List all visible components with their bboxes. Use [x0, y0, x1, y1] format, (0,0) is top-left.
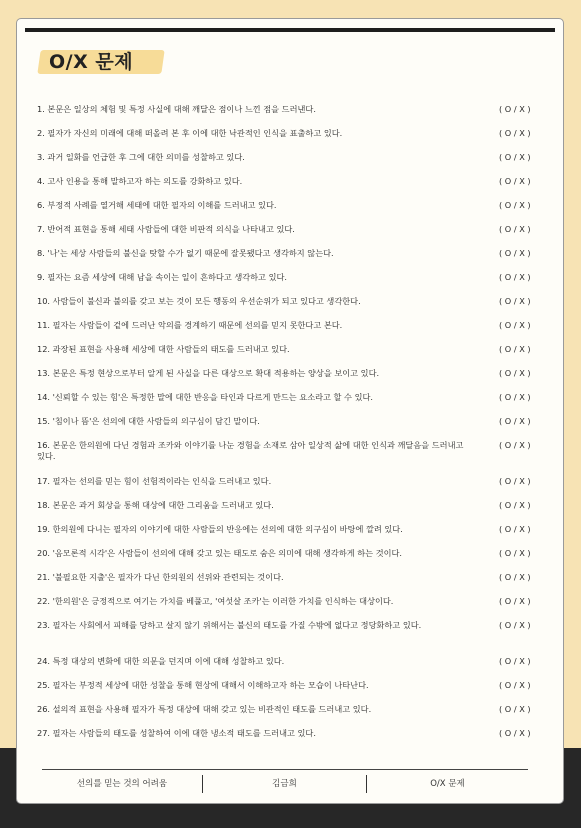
ox-answer-choice[interactable]: ( O / X ) — [499, 728, 531, 738]
question-text: 16. 본문은 한의원에 다닌 경험과 조카와 이야기를 나눈 경험을 소재로 삼아 일상적 삶에 대한 인식과 깨달음을 드러내고 있다. — [37, 440, 464, 461]
footer-work-title: 선의를 믿는 것의 어려움 — [76, 779, 168, 789]
question-item — [37, 620, 537, 656]
ox-answer-choice[interactable]: ( O / X ) — [499, 200, 531, 210]
question-item — [37, 524, 537, 548]
question-text: 12. 과장된 표현을 사용해 세상에 대한 사람들의 태도를 드러내고 있다. — [37, 344, 290, 354]
ox-answer-choice[interactable]: ( O / X ) — [499, 596, 531, 606]
question-text: 1. 본문은 일상의 체험 및 특정 사실에 대해 깨달은 점이나 느낀 점을 드러낸다. — [37, 104, 316, 114]
ox-answer-choice[interactable]: ( O / X ) — [499, 272, 531, 282]
question-text: 18. 본문은 과거 회상을 통해 대상에 대한 그리움을 드러내고 있다. — [37, 500, 274, 510]
question-text: 22. '한의원'은 긍정적으로 여기는 가치를 베풀고, '여섯살 조카'는 이러한 가치를 인식하는 대상이다. — [37, 596, 394, 606]
footer — [42, 773, 528, 795]
question-list — [37, 104, 537, 752]
ox-answer-choice[interactable]: ( O / X ) — [499, 368, 531, 378]
ox-answer-choice[interactable]: ( O / X ) — [499, 104, 531, 114]
question-item — [37, 224, 537, 248]
ox-answer-choice[interactable]: ( O / X ) — [499, 320, 531, 330]
question-text: 15. '침이나 뜸'은 선의에 대한 사람들의 의구심이 담긴 말이다. — [37, 416, 260, 426]
question-item — [37, 392, 537, 416]
ox-answer-choice[interactable]: ( O / X ) — [499, 440, 531, 450]
question-text: 20. '음모론적 시각'은 사람들이 선의에 대해 갖고 있는 태도로 숨은 의미에 대해 생각하게 하는 것이다. — [37, 548, 403, 558]
ox-answer-choice[interactable]: ( O / X ) — [499, 344, 531, 354]
question-text: 11. 필자는 사람들이 겉에 드러난 악의를 경계하기 때문에 선의를 믿지 못한다고 본다. — [37, 320, 343, 330]
question-text: 6. 부정적 사례를 열거해 세태에 대한 필자의 이해를 드러내고 있다. — [37, 200, 277, 210]
ox-answer-choice[interactable]: ( O / X ) — [499, 128, 531, 138]
page-title: O/X 문제 — [49, 51, 134, 73]
top-rule — [25, 28, 555, 32]
ox-answer-choice[interactable]: ( O / X ) — [499, 500, 531, 510]
ox-answer-choice[interactable]: ( O / X ) — [499, 548, 531, 558]
question-item — [37, 596, 537, 620]
question-item — [37, 104, 537, 128]
ox-answer-choice[interactable]: ( O / X ) — [499, 476, 531, 486]
ox-answer-choice[interactable]: ( O / X ) — [499, 176, 531, 186]
ox-answer-choice[interactable]: ( O / X ) — [499, 704, 531, 714]
footer-author: 김금희 — [272, 779, 297, 789]
footer-rule — [42, 769, 528, 770]
question-item — [37, 476, 537, 500]
ox-answer-choice[interactable]: ( O / X ) — [499, 152, 531, 162]
question-item — [37, 344, 537, 368]
question-item — [37, 728, 537, 752]
ox-answer-choice[interactable]: ( O / X ) — [499, 572, 531, 582]
title-block — [39, 44, 167, 78]
question-text: 24. 특정 대상의 변화에 대한 의문을 던지며 이에 대해 성찰하고 있다. — [37, 656, 285, 666]
ox-answer-choice[interactable]: ( O / X ) — [499, 656, 531, 666]
question-text: 4. 고사 인용을 통해 말하고자 하는 의도를 강화하고 있다. — [37, 176, 243, 186]
worksheet-page — [16, 18, 564, 804]
question-item — [37, 500, 537, 524]
question-item — [37, 680, 537, 704]
question-text: 8. '나'는 세상 사람들의 불신을 탓할 수가 없기 때문에 잘못됐다고 생각하지 않는다. — [37, 248, 334, 258]
question-text: 19. 한의원에 다니는 필자의 이야기에 대한 사람들의 반응에는 선의에 대한 의구심이 바탕에 깔려 있다. — [37, 524, 403, 534]
ox-answer-choice[interactable]: ( O / X ) — [499, 524, 531, 534]
question-text: 14. '신뢰할 수 있는 힘'은 특정한 말에 대한 반응을 타인과 다르게 만드는 요소라고 할 수 있다. — [37, 392, 373, 402]
ox-answer-choice[interactable]: ( O / X ) — [499, 620, 531, 630]
ox-answer-choice[interactable]: ( O / X ) — [499, 392, 531, 402]
question-item — [37, 296, 537, 320]
question-text: 10. 사람들이 불신과 불의를 갖고 보는 것이 모든 행동의 우선순위가 되고 있다고 생각한다. — [37, 296, 361, 306]
question-text: 26. 설의적 표현을 사용해 필자가 특정 대상에 대해 갖고 있는 비관적인 태도를 드러내고 있다. — [37, 704, 372, 714]
question-text: 3. 과거 일화를 언급한 후 그에 대한 의미를 성찰하고 있다. — [37, 152, 245, 162]
question-item — [37, 128, 537, 152]
question-item — [37, 572, 537, 596]
question-text: 27. 필자는 사람들의 태도를 성찰하여 이에 대한 냉소적 태도를 드러내고 있다. — [37, 728, 316, 738]
question-text: 21. '불필요한 지출'은 필자가 다닌 한의원의 선위와 관련되는 것이다. — [37, 572, 284, 582]
question-text: 25. 필자는 부정적 세상에 대한 성찰을 통해 현상에 대해서 이해하고자 하는 모습이 나타난다. — [37, 680, 369, 690]
question-item — [37, 440, 537, 476]
question-item — [37, 176, 537, 200]
question-item — [37, 272, 537, 296]
question-item — [37, 200, 537, 224]
ox-answer-choice[interactable]: ( O / X ) — [499, 680, 531, 690]
question-item — [37, 416, 537, 440]
question-text: 13. 본문은 특정 현상으로부터 알게 된 사실을 다른 대상으로 확대 적용하는 양상을 보이고 있다. — [37, 368, 380, 378]
question-item — [37, 548, 537, 572]
question-item — [37, 656, 537, 680]
question-item — [37, 152, 537, 176]
ox-answer-choice[interactable]: ( O / X ) — [499, 224, 531, 234]
question-text: 9. 필자는 요즘 세상에 대해 남을 속이는 일이 흔하다고 생각하고 있다. — [37, 272, 287, 282]
ox-answer-choice[interactable]: ( O / X ) — [499, 416, 531, 426]
ox-answer-choice[interactable]: ( O / X ) — [499, 248, 531, 258]
question-text: 23. 필자는 사회에서 피해를 당하고 살지 않기 위해서는 불신의 태도를 가질 수밖에 없다고 정당화하고 있다. — [37, 620, 422, 630]
footer-section: O/X 문제 — [430, 779, 465, 789]
question-item — [37, 704, 537, 728]
question-text: 7. 반어적 표현을 통해 세태 사람들에 대한 비판적 의식을 나타내고 있다. — [37, 224, 295, 234]
question-item — [37, 368, 537, 392]
question-text: 17. 필자는 선의를 믿는 힘이 선험적이라는 인식을 드러내고 있다. — [37, 476, 272, 486]
question-text: 2. 필자가 자신의 미래에 대해 떠올려 본 후 이에 대한 낙관적인 인식을 표출하고 있다. — [37, 128, 343, 138]
question-item — [37, 320, 537, 344]
question-item — [37, 248, 537, 272]
ox-answer-choice[interactable]: ( O / X ) — [499, 296, 531, 306]
